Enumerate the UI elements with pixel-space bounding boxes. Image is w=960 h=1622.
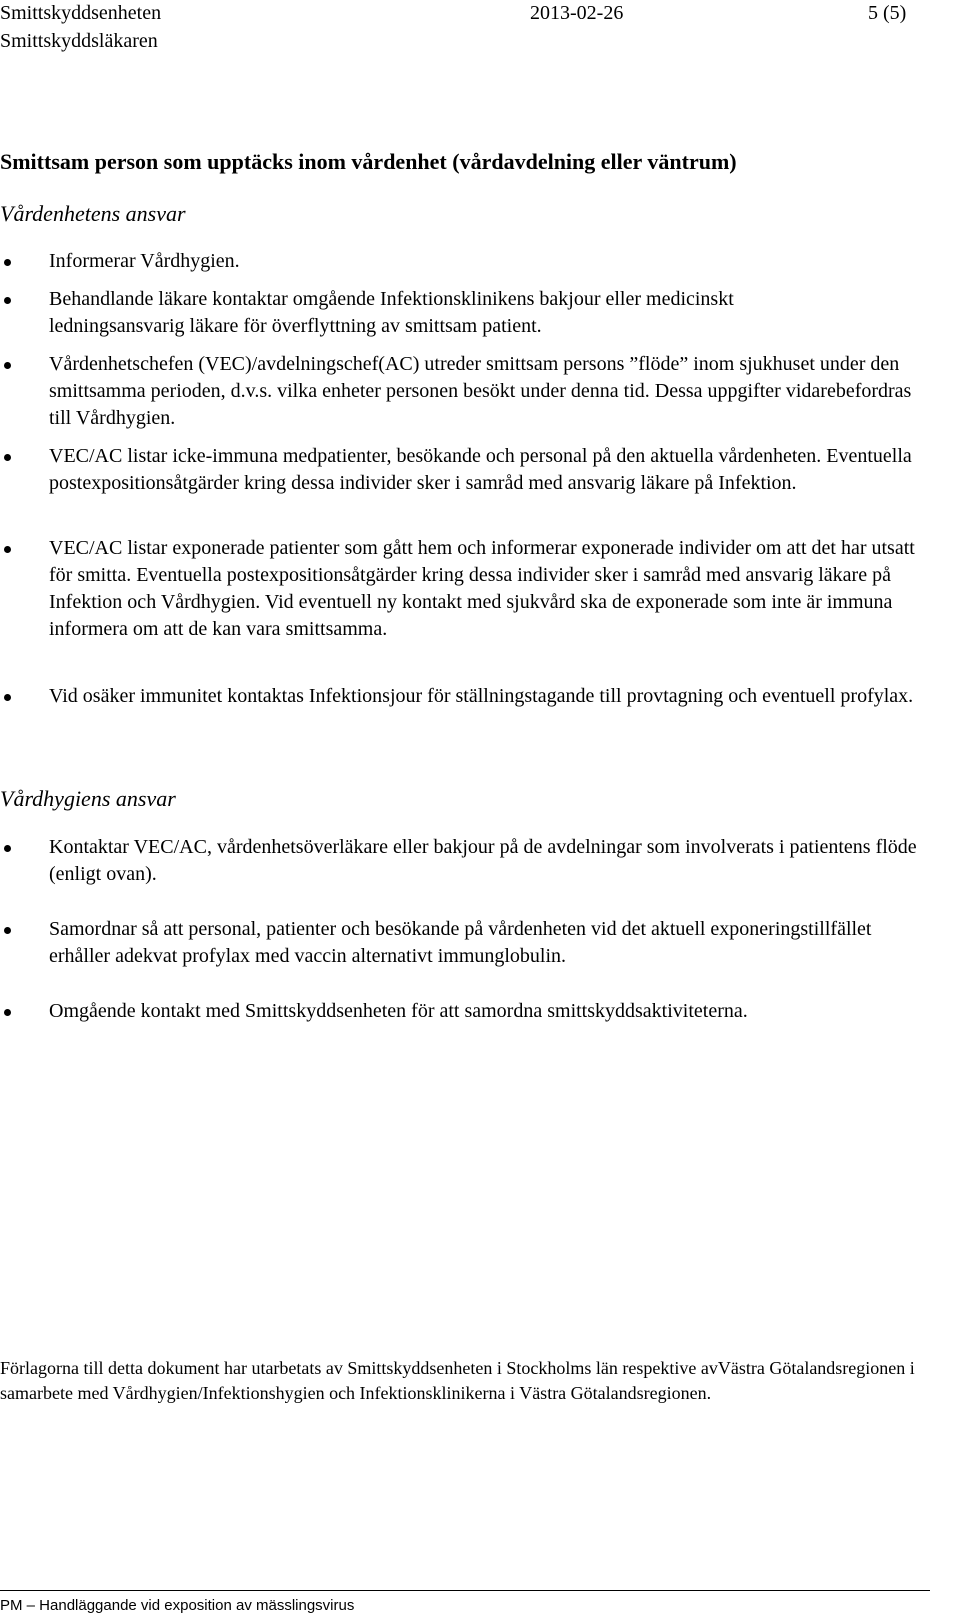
list-item-text: Behandlande läkare kontaktar omgående Infektionsklinikens bakjour eller medicinskt ledningsansvarig läkare för överflyttning av smittsam patient. — [49, 288, 734, 337]
list-item — [0, 916, 929, 970]
bullet-icon — [4, 454, 11, 461]
list-item-text: VEC/AC listar icke-immuna medpatienter, besökande och personal på den aktuella vårdenheten. Eventuella postexpositionsåtgärder kring dessa individer sker i samråd med ansvarig läkare på Infektion. — [49, 445, 912, 494]
bullet-icon — [4, 927, 11, 934]
header-org: Smittskyddsenheten — [0, 2, 162, 24]
list-item-text: Informerar Vårdhygien. — [49, 250, 240, 272]
bullet-icon — [4, 259, 11, 266]
footer-divider — [0, 1590, 930, 1591]
list-item — [0, 351, 929, 432]
list-item — [0, 443, 929, 497]
list-item — [0, 535, 929, 643]
section-heading-vardhygien: Vårdhygiens ansvar — [0, 786, 176, 811]
list-item — [0, 248, 929, 275]
header-page-number: 5 (5) — [868, 2, 907, 24]
bullet-icon — [4, 845, 11, 852]
bullet-icon — [4, 297, 11, 304]
list-item — [0, 998, 949, 1025]
list-item-text: Omgående kontakt med Smittskyddsenheten för att samordna smittskyddsaktiviteterna. — [49, 1000, 748, 1022]
bullet-icon — [4, 362, 11, 369]
header-date: 2013-02-26 — [530, 2, 624, 24]
bullet-icon — [4, 1009, 11, 1016]
section-heading-vardenhet: Vårdenhetens ansvar — [0, 201, 186, 226]
document-title: Smittsam person som upptäcks inom vårdenhet (vårdavdelning eller väntrum) — [0, 149, 737, 174]
list-item — [0, 683, 929, 710]
list-item — [0, 834, 929, 888]
source-note: Förlagorna till detta dokument har utarbetats av Smittskyddsenheten i Stockholms län respektive avVästra Götalandsregionen i samarbete med Vårdhygien/Infektionshygien och Infektionsklinikerna i Västra Götalandsregionen. — [0, 1358, 915, 1403]
list-item-text: Vid osäker immunitet kontaktas Infektionsjour för ställningstagande till provtagning och eventuell profylax. — [49, 685, 914, 707]
bullet-icon — [4, 694, 11, 701]
list-item — [0, 286, 829, 340]
list-item-text: VEC/AC listar exponerade patienter som gått hem och informerar exponerade individer om att det har utsatt för smitta. Eventuella postexpositionsåtgärder kring dessa individer sker i samråd med ansvarig läkare på Infektion och Vårdhygien. Vid eventuell ny kontakt med sjukvård ska de exponerade som inte är immuna informera om att de kan vara smittsamma. — [49, 537, 915, 640]
footer-text: PM – Handläggande vid exposition av mässlingsvirus — [0, 1597, 355, 1614]
list-item-text: Vårdenhetschefen (VEC)/avdelningschef(AC) utreder smittsam persons ”flöde” inom sjukhuset under den smittsamma perioden, d.v.s. vilka enheter personen besökt under denna tid. Dessa uppgifter vidarebefordras till Vårdhygien. — [49, 353, 912, 429]
bullet-icon — [4, 546, 11, 553]
list-item-text: Samordnar så att personal, patienter och besökande på vårdenheten vid det aktuell exponeringstillfället erhåller adekvat profylax med vaccin alternativt immunglobulin. — [49, 918, 872, 967]
list-item-text: Kontaktar VEC/AC, vårdenhetsöverläkare eller bakjour på de avdelningar som involverats i patientens flöde (enligt ovan). — [49, 836, 917, 885]
header-role: Smittskyddsläkaren — [0, 30, 158, 52]
